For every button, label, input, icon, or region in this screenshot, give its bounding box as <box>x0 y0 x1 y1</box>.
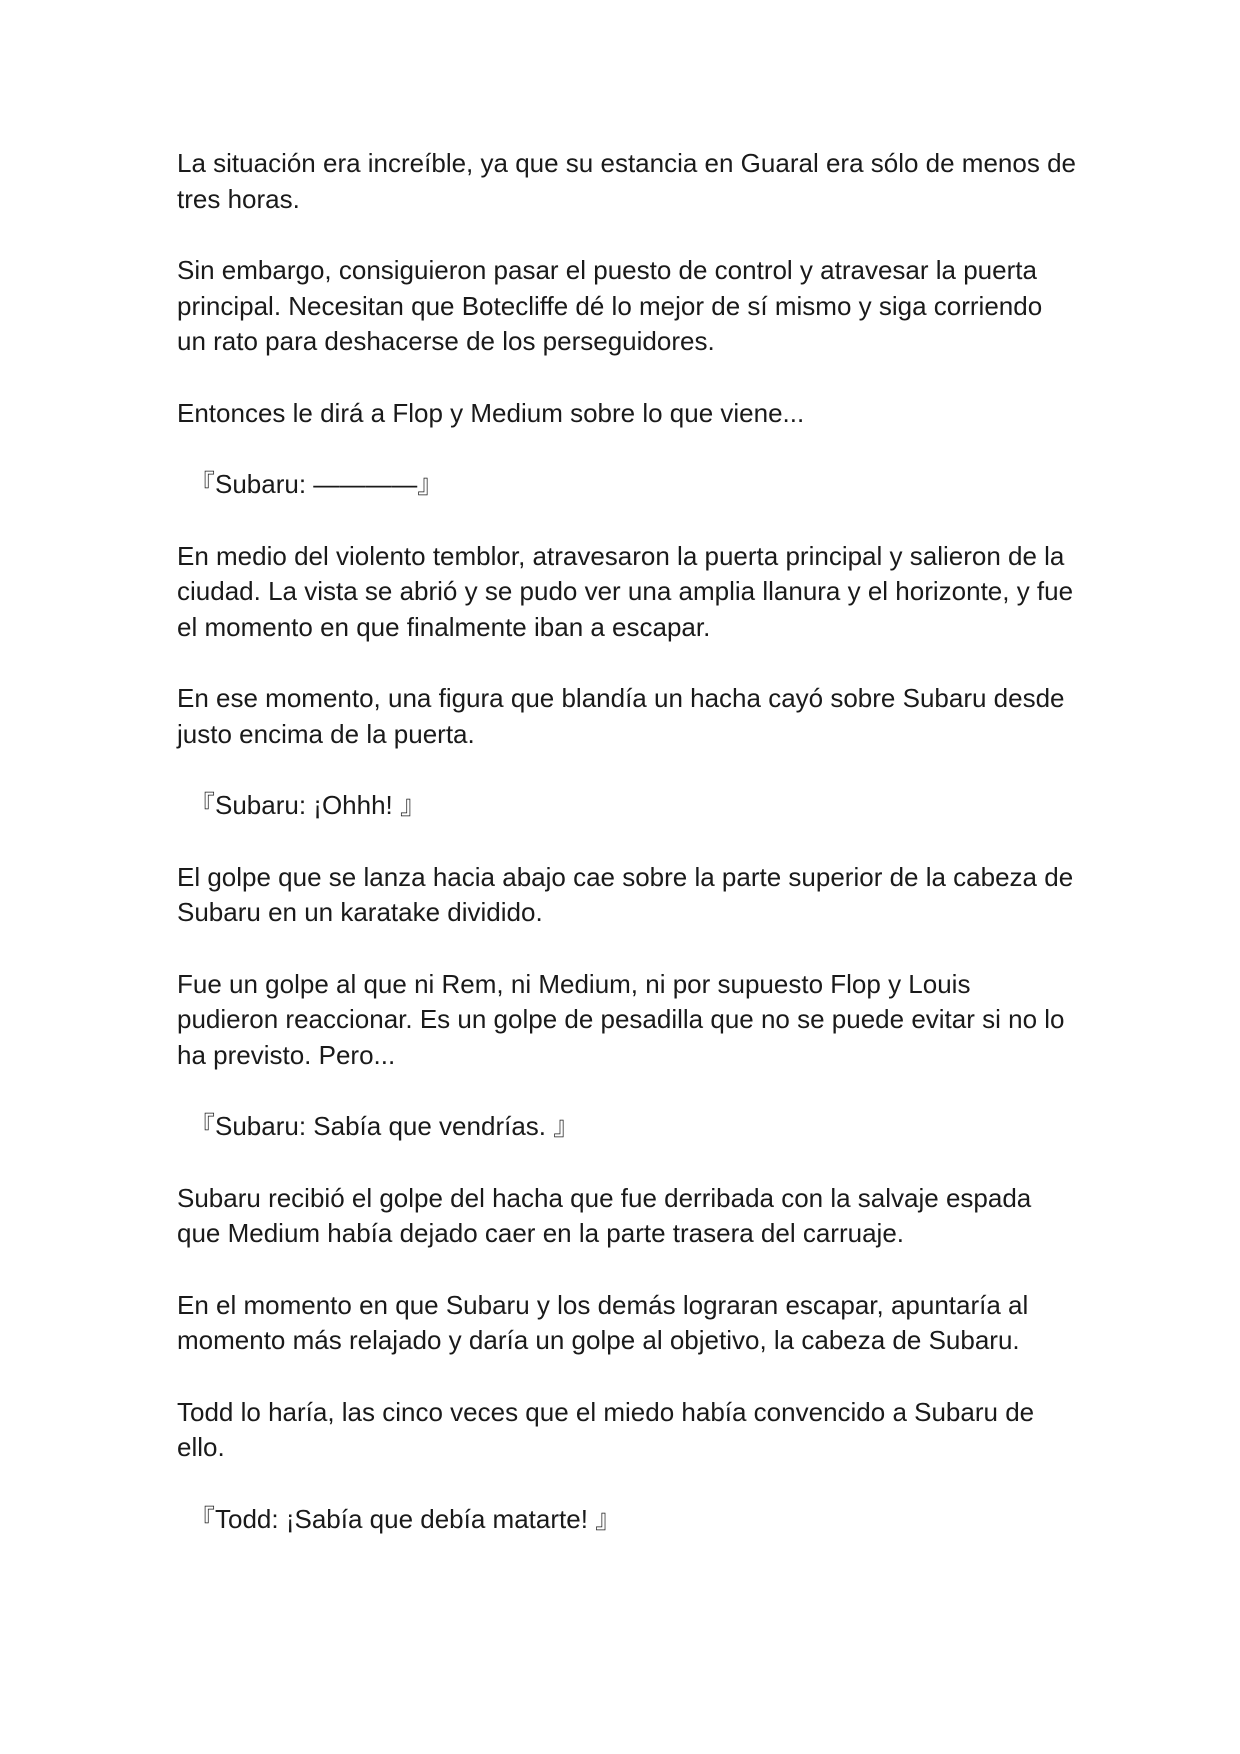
dialogue-line: 『Subaru: ¡Ohhh! 』 <box>189 790 426 820</box>
paragraph: En ese momento, una figura que blandía un hacha cayó sobre Subaru desde justo encima de la puerta. <box>177 683 1065 749</box>
dialogue-line: 『Subaru: ————』 <box>189 469 444 499</box>
paragraph: Sin embargo, consiguieron pasar el puesto de control y atravesar la puerta principal. Necesitan que Botecliffe dé lo mejor de sí mismo y siga corriendo un rato para deshacerse de los perseguidores. <box>177 255 1043 356</box>
dialogue-line: 『Todd: ¡Sabía que debía matarte! 』 <box>189 1503 622 1534</box>
paragraph: El golpe que se lanza hacia abajo cae sobre la parte superior de la cabeza de Subaru en un karatake dividido. <box>177 861 1074 927</box>
paragraph: Entonces le dirá a Flop y Medium sobre lo que viene... <box>177 397 805 428</box>
body-text <box>177 146 1077 1573</box>
paragraph: Subaru recibió el golpe del hacha que fue derribada con la salvaje espada que Medium había dejado caer en la parte trasera del carruaje. <box>177 1182 1032 1248</box>
paragraph: Todd lo haría, las cinco veces que el miedo había convencido a Subaru de ello. <box>177 1396 1035 1462</box>
paragraph: Fue un golpe al que ni Rem, ni Medium, ni por supuesto Flop y Louis pudieron reaccionar. Es un golpe de pesadilla que no se puede evitar si no lo ha previsto. Pero... <box>177 968 1065 1070</box>
paragraph: La situación era increíble, ya que su estancia en Guaral era sólo de menos de tres horas. <box>177 148 1076 214</box>
paragraph: En medio del violento temblor, atravesaron la puerta principal y salieron de la ciudad. La vista se abrió y se pudo ver una amplia llanura y el horizonte, y fue el momento en que finalmente iban a escapar. <box>177 540 1074 642</box>
paragraph: En el momento en que Subaru y los demás lograran escapar, apuntaría al momento más relajado y daría un golpe al objetivo, la cabeza de Subaru. <box>177 1289 1029 1355</box>
dialogue-line: 『Subaru: Sabía que vendrías. 』 <box>189 1111 580 1141</box>
